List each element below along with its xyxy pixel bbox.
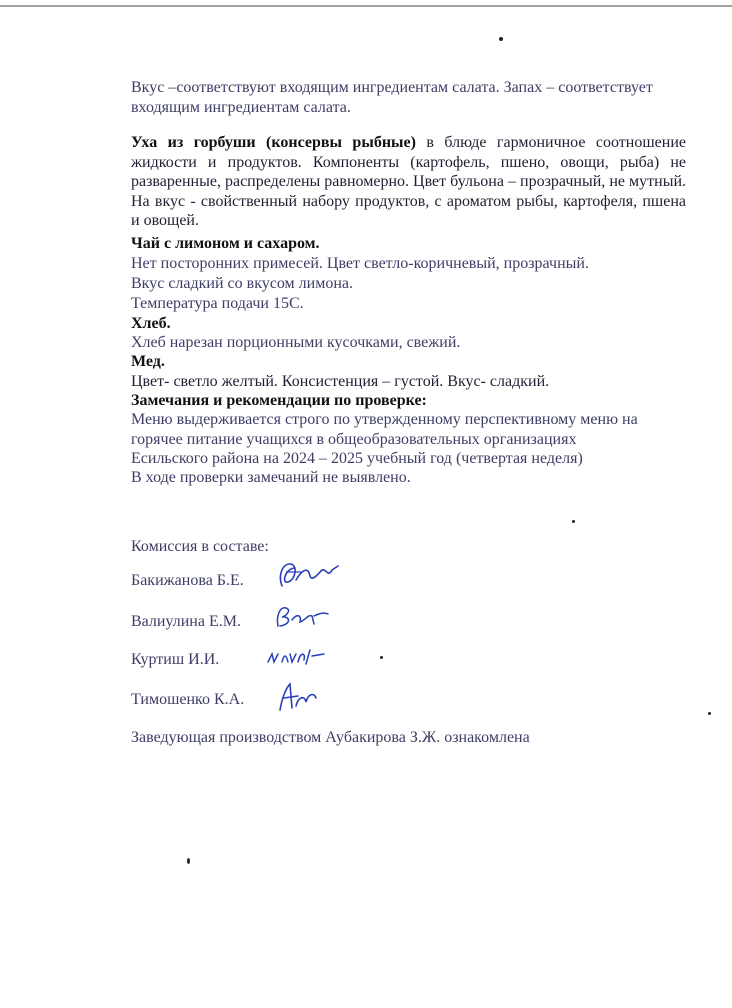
tea-line-1: Нет посторонних примесей. Цвет светло-коричневый, прозрачный. bbox=[131, 255, 589, 272]
honey-line: Цвет- светло желтый. Консистенция – густой. Вкус- сладкий. bbox=[131, 373, 550, 390]
soup-paragraph bbox=[131, 133, 686, 231]
honey-title: Мед. bbox=[131, 353, 165, 370]
signature-2 bbox=[272, 602, 332, 632]
soup-text: в блюде гармоничное соотношение жидкости и продуктов. Компоненты (картофель, пшено, овощи, рыба) не разваренные, распределены равномерно. Цвет бульона – прозрачный, не мутный. На вкус - свойственный набору продуктов, с ароматом рыбы, картофеля, пшена и овощей. bbox=[131, 134, 686, 229]
bread-line: Хлеб нарезан порционными кусочками, свежий. bbox=[131, 334, 461, 351]
bread-title: Хлеб. bbox=[131, 315, 171, 332]
tea-title: Чай с лимоном и сахаром. bbox=[131, 235, 320, 252]
signature-4 bbox=[272, 680, 320, 714]
remarks-title: Замечания и рекомендации по проверке: bbox=[131, 392, 427, 409]
scan-speck bbox=[499, 37, 503, 41]
scan-speck bbox=[572, 520, 575, 523]
signature-1 bbox=[272, 558, 344, 592]
remarks-line-4: В ходе проверки замечаний не выявлено. bbox=[131, 469, 411, 486]
member-name-2: Валиулина Е.М. bbox=[131, 613, 241, 630]
scan-speck bbox=[380, 656, 383, 659]
scan-top-edge bbox=[0, 5, 732, 7]
member-name-3: Куртиш И.И. bbox=[131, 651, 220, 668]
remarks-line-1: Меню выдерживается строго по утвержденному перспективному меню на bbox=[131, 411, 638, 428]
remarks-line-3: Есильского района на 2024 – 2025 учебный год (четвертая неделя) bbox=[131, 450, 583, 467]
taste-line-2: входящим ингредиентам салата. bbox=[131, 99, 351, 116]
member-name-4: Тимошенко К.А. bbox=[131, 691, 245, 708]
commission-title: Комиссия в составе: bbox=[131, 538, 269, 555]
tea-line-2: Вкус сладкий со вкусом лимона. bbox=[131, 275, 354, 292]
member-name-1: Бакижанова Б.Е. bbox=[131, 572, 244, 589]
tea-line-3: Температура подачи 15С. bbox=[131, 295, 304, 312]
taste-line-1: Вкус –соответствуют входящим ингредиентам салата. Запах – соответствует bbox=[131, 79, 653, 96]
scan-speck bbox=[187, 858, 190, 864]
signature-3 bbox=[262, 642, 328, 670]
manager-line: Заведующая производством Аубакирова З.Ж. ознакомлена bbox=[131, 729, 530, 746]
remarks-line-2: горячее питание учащихся в общеобразовательных организациях bbox=[131, 431, 577, 448]
scan-speck bbox=[708, 712, 711, 715]
soup-title: Уха из горбуши (консервы рыбные) bbox=[131, 134, 416, 151]
